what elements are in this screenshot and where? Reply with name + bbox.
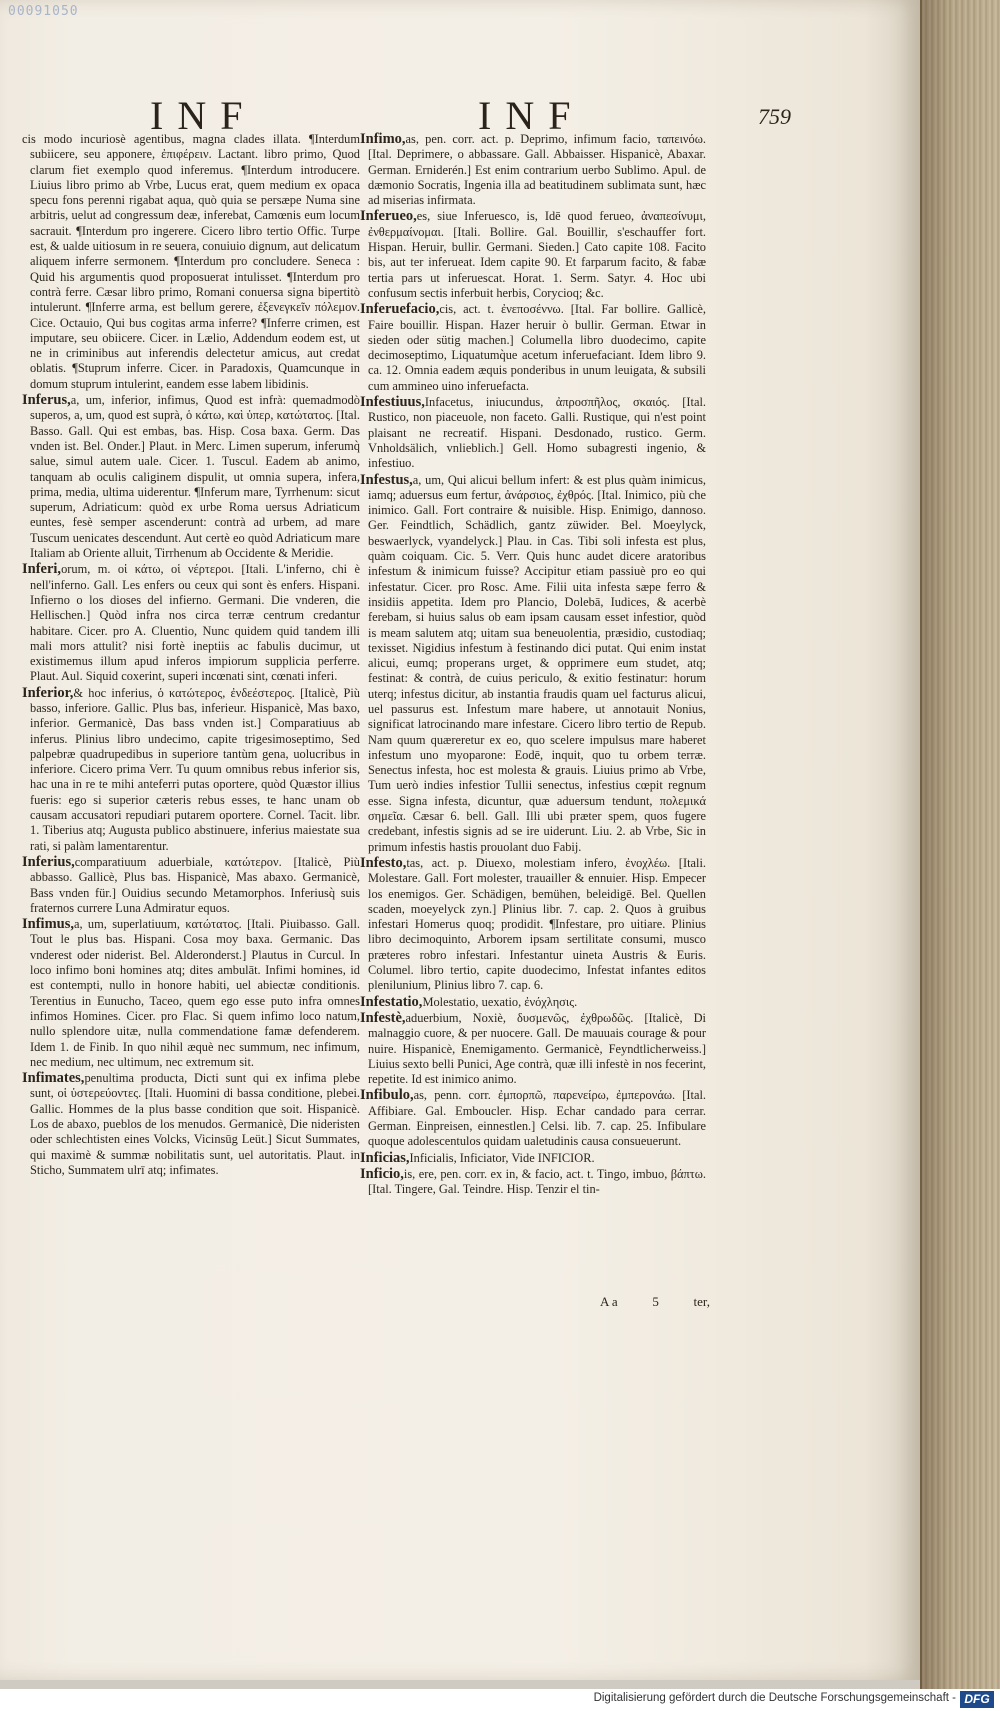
- dictionary-entry: [22, 1071, 360, 1178]
- entry-text: Infacetus, iniucundus, ἀπροσπῆλος, σκαιός. [Ital. Rustico, non piaceuole, non faceto. Galli. Rustique, qui n'est point plaisant ne recreatif. Hispani. Desdonado, rustico. Germ. Vnholdsälich, vnlieblich.] Gell. Homo subagresti ingenio, & infestiuo.: [368, 395, 706, 471]
- entry-text: es, siue Inferuesco, is, Idē quod ferueo, ἀναπεσίνυμι, ἐνθερμαίνομαι. [Itali. Bollire. Gal. Bouillir, s'eschauffer fort. Hispan. Heruir, bullir. Germani. Sieden.] Cato capite 108. Facito bis, aut ter inferueat. Idem capite 90. Et farparum facito, & fabæ tertia pars ut inferuescat. Horat. 1. Serm. Satyr. 4. Hoc ubi confusum sectis inferbuit herbis, Corycioq; &c.: [368, 209, 706, 300]
- dictionary-entry: [22, 855, 360, 916]
- dictionary-entry: [360, 395, 706, 471]
- dictionary-entry: [360, 1151, 706, 1166]
- dictionary-entry: [22, 562, 360, 684]
- entry-headword: Infestus,: [360, 471, 413, 488]
- entry-text: penultima producta, Dicti sunt qui ex infima plebe sunt, οἱ ὑστερεύοντες. [Itali. Huomini di bassa conditione, plebei. Gallic. Hommes de la plus basse condition que soit. Hispanicè. Los de abaxo, pueblos de los menudos. Germanicè, Die nideristen oder schlechtisten eines Volcks, Vicinsūg Leüt.] Sicut Summates, qui maximè & summæ nobilitatis sunt, uel autoritatis. Plaut. in Sticho, Summatem ulrī atq; infimates.: [30, 1071, 360, 1177]
- entry-text: cis, act. t. ἐνεποσέννω. [Ital. Far bollire. Gallicè, Faire bouillir. Hispan. Hazer heruir ò bullir. German. Etwar in sieden oder sütig machen.] Columella libro duodecimo, capite decimoseptimo, Liquatumq̀ue acetum inferuefaciant. Idem libro 9. ca. 12. Omnia eadem æquis ponderibus in unum leuigata, & subsili cum ammineo uino inferuefacta.: [368, 302, 706, 393]
- entry-text: orum, m. οἱ κάτω, οἱ νέρτεροι. [Itali. L'inferno, chi è nell'inferno. Gall. Les enfers ou ceux qui sont ès enfers. Hispani. Infierno o los dioses del infierno. Germani. Die vnderen, die Hellischen.] Quòd infra nos circa terræ centrum credantur habitare. Cicer. pro A. Cluentio, Nunc quidem quid tandem illi mali mors attulit? nisi fortè ineptiis ac fabulis ducimur, ut existimemus illum apud inferos impiorum supplicia perferre. Plaut. Aul. Siquid coxerint, superi incœnati sint, cœnati inferi.: [30, 562, 360, 684]
- entry-headword: Infibulo,: [360, 1087, 414, 1104]
- right-text-column: [360, 132, 706, 1198]
- dictionary-entry: [22, 393, 360, 561]
- page-number: 759: [758, 104, 791, 129]
- entry-headword: Infimus,: [22, 916, 74, 933]
- entry-headword: Inficias,: [360, 1149, 410, 1166]
- entry-text: as, penn. corr. ἐμπορπῶ, παρενείρω, ἐμπερονάω. [Ital. Affibiare. Gal. Emboucler. Hisp. Echar candado para cerrar. German. Einpreisen, einnestlen.] Celsi. lib. 7. cap. 25. Infibulare quoque adolescentulos quidam ualetudinis causa consueuerunt.: [368, 1088, 706, 1149]
- entry-text: is, ere, pen. corr. ex in, & facio, act. t. Tingo, imbuo, βάπτω. [Ital. Tingere, Gal. Teindre. Hisp. Tenzir el tin-: [368, 1166, 706, 1197]
- signature-mark: A a: [600, 1294, 618, 1309]
- dictionary-entry: [360, 302, 706, 394]
- dictionary-entry: [22, 917, 360, 1070]
- archive-id: 00091050: [8, 4, 79, 19]
- entry-headword: Inferi,: [22, 561, 62, 578]
- entry-text: a, um, superlatiuum, κατώτατος. [Itali. Piuibasso. Gall. Tout le plus bas. Hispani. Cosa moy baxa. Germanic. Das vnderest oder niderist. Bel. Alderonderst.] Plautus in Curcul. In loco infimo boni homines atq; dites ambulāt. Infimi homines, id est contempti, nullo in honore habiti, uel abiectæ conditionis. Terentius in Eunucho, Taceo, quem ego esse puto infra omnes infimos Homines. Cicer. pro Flac. Si quem infimo loco natum, nullo splendore uitæ, nulla commendatione famæ defenderem. Idem 1. de Finib. In quo nihil æquè nec summum, nec infimum, nec medium, nec ultimum, nec extremum sit.: [30, 917, 360, 1069]
- dictionary-entry: [360, 995, 706, 1010]
- entry-headword: Infestè,: [360, 1009, 406, 1026]
- entry-headword: Inficio,: [360, 1165, 404, 1182]
- dictionary-entry: [360, 209, 706, 301]
- entry-headword: Inferuefacio,: [360, 301, 440, 318]
- entry-headword: Infimo,: [360, 131, 406, 147]
- dictionary-entry: [360, 1167, 706, 1198]
- fore-edge-shadow: [920, 0, 1000, 1690]
- digitization-footer: [0, 1689, 1000, 1711]
- running-head-left: INF: [150, 93, 257, 138]
- entry-headword: Infestiuus,: [360, 394, 425, 411]
- entry-headword: Inferior,: [22, 684, 74, 701]
- dictionary-entry: [360, 1011, 706, 1087]
- entry-text: cis modo incuriosè agentibus, magna clades illata. ¶Interdum subiicere, seu apponere, ἐπιφέρειν. Lactant. libro primo, Quod clarum fiet exemplo quod inferemus. ¶Interdum introducere. Liuius libro primo ab Vrbe, Lucus erat, quem medium ex opaca specu fons perenni rigabat aqua, quò quia se persæpe Numa sine arbitris, uelut ad congressum deæ, inferebat, Camœnis eum locum sacrauit. ¶Interdum pro ingerere. Cicero libro tertio Offic. Turpe est, & ualde uitiosum in re seuera, conuiuio dignum, aut delicatum aliquem inferre sermonem. ¶Interdum pro concludere. Seneca : Quid his argumentis quod proposuerat intulisset. ¶Interdum pro contrà ferre. Cæsar libro primo, Romani conuersa signa bipertitò intulerunt. ¶Inferre arma, est bellum gerere, ἐξενεγκεῖν πόλεμον. Cice. Octauio, Qui bus cogitas arma inferre? ¶Inferre crimen, est imputare, seu obiicere. Cicer. in Lælio, Addendum eodem est, ut ne in criminibus aut inferendis delectetur amicus, aut credat oblatis. ¶Stuprum inferre. Cicer. in Paradoxis, Quamcunque in domum stuprum intulerint, eandem esse labem libidinis.: [22, 132, 360, 391]
- entry-headword: Infimates,: [22, 1070, 85, 1087]
- entry-headword: Inferius,: [22, 853, 75, 870]
- entry-text: comparatiuum aduerbiale, κατώτερον. [Italicè, Più abbasso. Gallicè, Plus bas. Hispanicè, Mas abaxo. Germanicè, Bass vnden für.] Ouidius secundo Metamorphos. Inferiusq̀ suis fraternos currere Luna Admiratur equos.: [30, 854, 360, 915]
- dictionary-entry: [22, 132, 360, 392]
- catchword-line: [600, 1294, 710, 1310]
- catchword: ter,: [693, 1294, 710, 1309]
- dictionary-entry: [360, 473, 706, 855]
- entry-headword: Inferueo,: [360, 208, 417, 225]
- entry-text: Molestatio, uexatio, ἐνόχλησις.: [422, 994, 578, 1009]
- entry-headword: Infesto,: [360, 854, 407, 871]
- entry-headword: Infestatio,: [360, 993, 423, 1010]
- dictionary-entry: [360, 1088, 706, 1149]
- entry-text: as, pen. corr. act. p. Deprimo, infimum facio, ταπεινόω. [Ital. Deprimere, o abbassare. Gall. Abbaisser. Hispanicè, Abaxar. German. Erniderén.] Est enim contrarium uerbo Sublimo. Apul. de dæmonio Socratis, Ingenia illa ad beatitudinem sublimata sunt, hæc ad miserias infirmata.: [368, 132, 706, 208]
- dictionary-entry: [360, 132, 706, 208]
- entry-text: aduerbium, Noxiè, δυσμενῶς, ἐχθρωδῶς. [Italicè, Di malnaggio cuore, & per nuocere. Gall. De mauuais courage & pour nuire. Hispanicè, Enemigamento. Germanicè, Feyndtlicherweiss.] Liuius sexto belli Punici, Age contrà, quæ illi infestè in nos fecerint, repetite. Id est inimico animo.: [368, 1010, 706, 1087]
- entry-text: tas, act. p. Diuexo, molestiam infero, ἐνοχλέω. [Itali. Molestare. Gall. Fort molester, trauailler & ennuier. Hisp. Empecer los enemigos. Ger. Schädigen, bemühen, beleidigē. Bel. Quellen scaden, moeyelyck zyn.] Plinius libr. 7. cap. 2. Quos à gruibus infestari Homerus quoq; prodidit. ¶Infestare, pro uitiare. Plinius libro decimoquinto, Arborem ipsam sertilitate consumi, musco præteres robro infestari. Infestantur uineta Austris & Euris. Columel. libro tertio, capite duodecimo, Infestat infantes editos plenilunium, Plinius libro 7. cap. 6.: [368, 855, 706, 993]
- entry-text: Inficialis, Inficiator, Vide INFICIOR.: [409, 1150, 595, 1165]
- footer-credit: Digitalisierung gefördert durch die Deutsche Forschungsgemeinschaft -: [593, 1692, 956, 1704]
- signature-number: 5: [652, 1294, 659, 1309]
- dictionary-entry: [22, 686, 360, 854]
- dfg-logo: DFG: [960, 1691, 994, 1708]
- entry-text: a, um, inferior, infimus, Quod est infrà: quemadmodò superos, a, um, quod est suprà, ὁ κάτω, καὶ ὑπερ, κατώτατος. [Ital. Basso. Gall. Qui est embas, bas. Hisp. Cosa baxa. Germ. Das vnden ist. Bel. Onder.] Plaut. in Merc. Limen superum, inferumq̀ salue, simul autem uale. Cicer. 1. Tuscul. Eadem ab animo, tanquam ab oculis caliginem dispulit, ut omnia supera, infera, prima, media, ultima uiderentur. ¶Inferum mare, Tyrrhenum: sicut superum, Adriaticum: quòd ex urbe Roma uersus Adriaticum euntes, fesè semper ascenderunt: contrà ad urbem, ad mare Tuscum uenicates descendunt. Aut certè eo quòd Adriaticum mare Italiam ab Oriente alluit, Tirrhenum ab Occidente & Meridie.: [30, 393, 360, 561]
- left-text-column: [22, 132, 360, 1179]
- entry-headword: Inferus,: [22, 392, 71, 409]
- entry-text: a, um, Qui alicui bellum infert: & est plus quàm inimicus, iamq; aduersus eum fertur, ἀνάρσιος, ἐχθρός. [Ital. Inimico, più che inimico. Gall. Fort contraire & nuisible. Hisp. Enimigo, dannoso. Ger. Feindtlich, Schädlich, gantz züwider. Bel. Moeylyck, beswaerlyck, vyandelyck.] Plau. in Cas. Tibi soli infesta est plus, quàm coiquam. Cic. 5. Verr. Quis hunc audet dicere aratoribus infestum & inimicum fuisse? Accipitur etiam passiuè pro eo qui infestatur. Cicer. pro Rosc. Ame. Filii uita infesta sæpe ferro & insidiis appetita. Idem pro Plancio, Dolebā, Iudices, & acerbè ferebam, si huius salus ob eam ipsam causam esset infestior, quòd is meam salutem atq; uitam sua beneuolentia, præsidio, custodiaq; texisset. Nigidius infestum à festinando dici putat. Qui enim instat alicui, eumq; properans urget, & opprimere eum studet, atq; festinat: & contrà, de cuius periculo, & exitio festinatur: horum uterq; infestus dicitur, ab instantia fraudis quam uel facturus alicui, uel passurus est. Infestum mare habere, ut annotauit Nonius, significat latrocinando mare infestare. Cicero libro tertio de Repub. Nam quum quæreretur ex eo, quo scelere impulsus mare haberet infestum uno myoparone: Eodē, inquit, quo tu orbem terræ. Senectus infesta, hoc est molesta & grauis. Liuius primo ab Vrbe, Tum uerò indies infestior Tullii senectus, infestius cœpit regnum esse. Signa infesta, dicuntur, quæ aduersum tendunt, πολεμικά σημεῖα. Cæsar 6. bell. Gall. Illi ubi præter spem, quos fugere credebant, infestis signis ad se ire uiderunt. Liu. 2. ab Vrbe, Sic in primum infestis hastis prouolant duo Fabij.: [368, 472, 706, 854]
- entry-text: & hoc inferius, ὁ κατώτερος, ἐνδεέστερος. [Italicè, Più basso, inferiore. Gallic. Plus bas, inferieur. Hispanicè, Mas baxo, inferior. Germanicè, Das bass vnden ist.] Comparatiuus ab inferus. Plinius libro undecimo, capite trigesimoseptimo, Sed palpebræ quadrupedibus in superiore tantùm gena, uolucribus in inferiore. Cicero prima Verr. Tu quum omnibus rebus inferior sis, hac una in re te mihi anteferri putas oportere, quòd Quæstor illius fueris: ego si superior cæteris rebus esses, te hanc unam ob causam accusatori repudiari putarem oportere. Cornel. Tacit. libr. 1. Tiberius atq; Augusta publico abstinuere, inferius maiestate sua rati, si palàm lamentarentur.: [30, 685, 360, 853]
- running-head-right: INF: [478, 93, 585, 138]
- dictionary-entry: [360, 856, 706, 994]
